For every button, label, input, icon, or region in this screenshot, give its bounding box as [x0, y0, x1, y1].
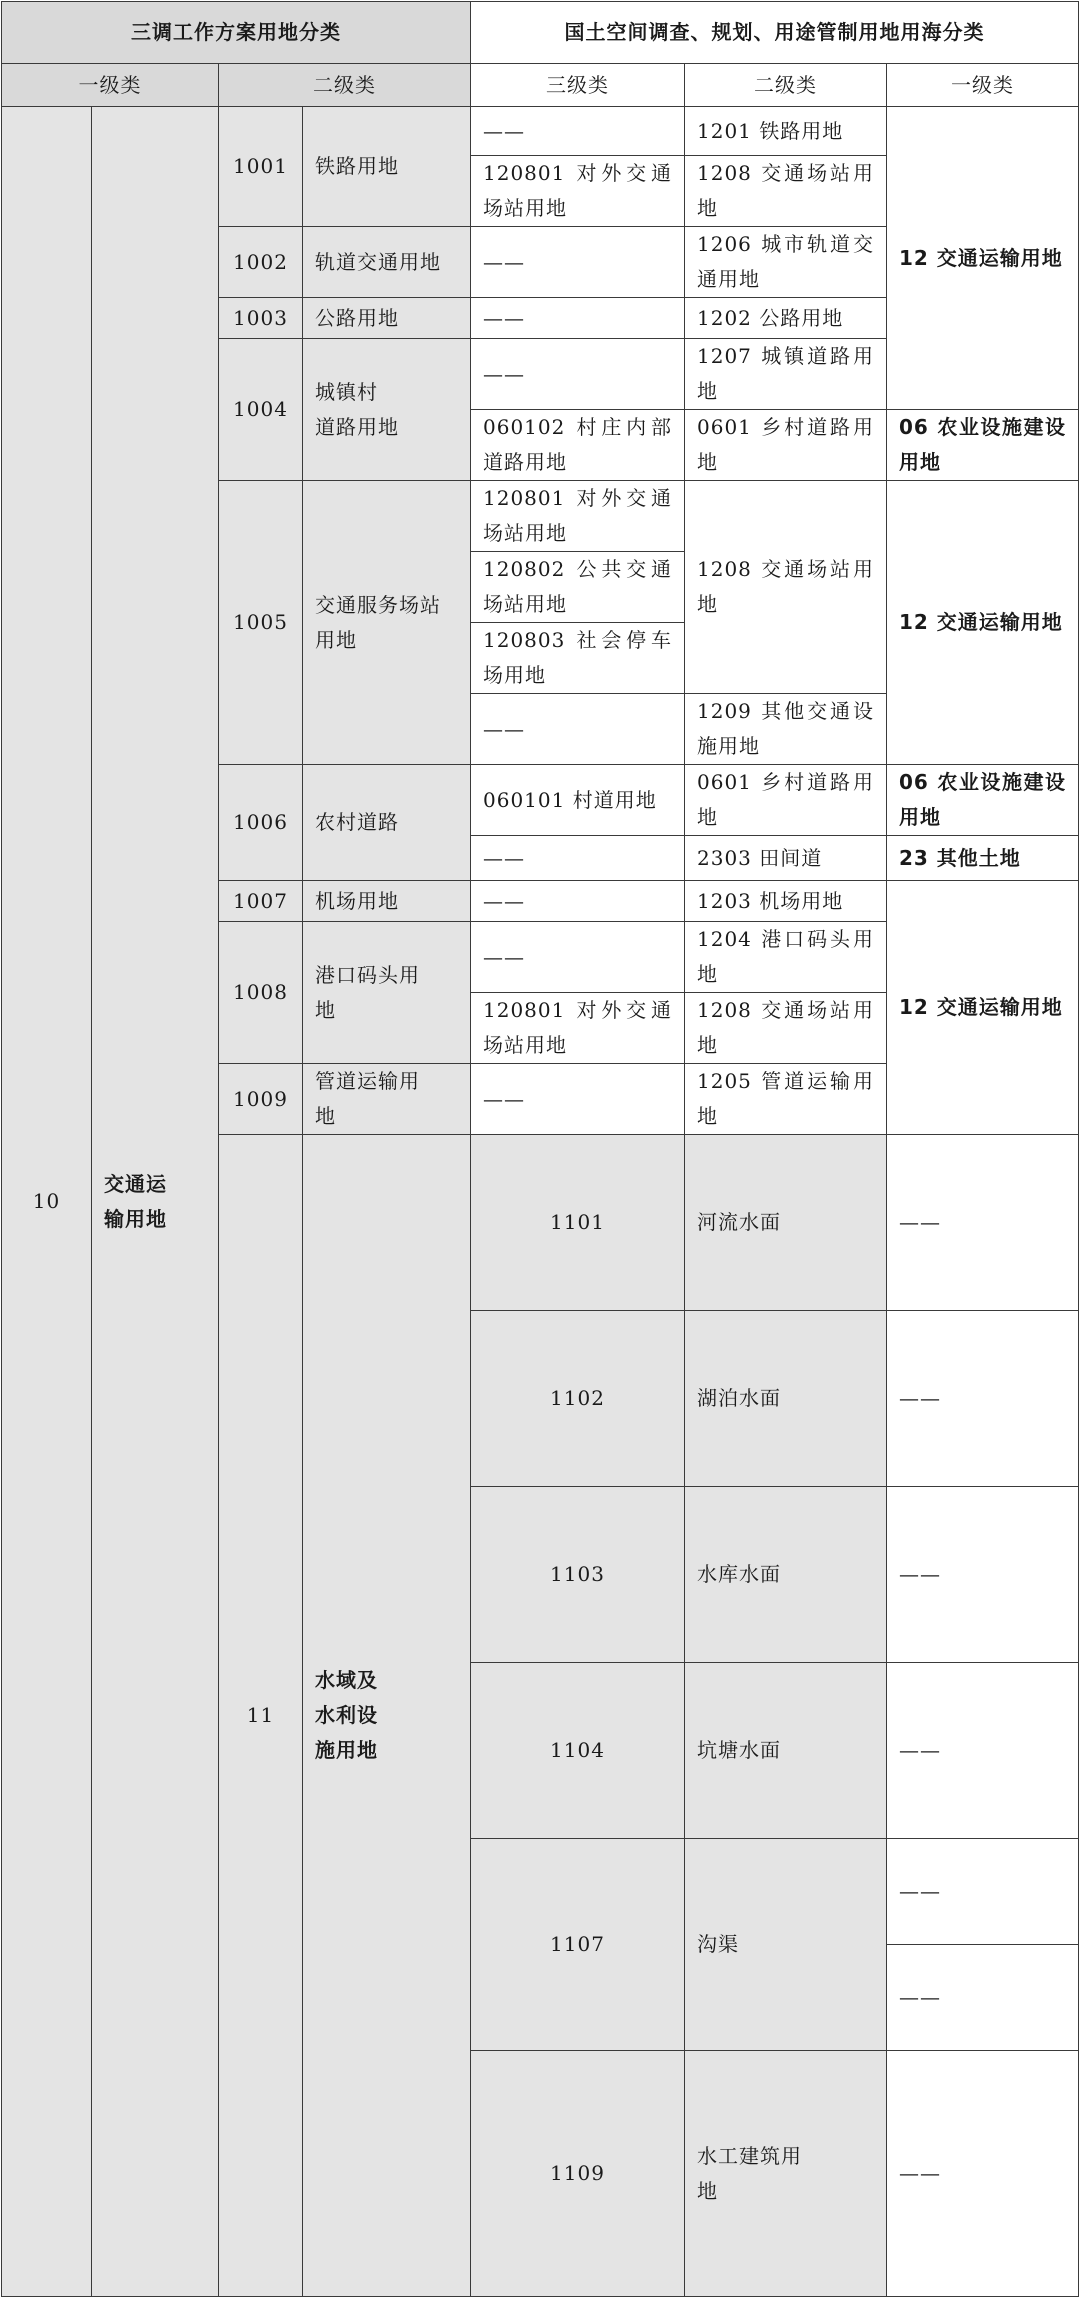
level3-cell: 120801 对外交通场站用地	[471, 156, 685, 227]
level2-cell: 2303 田间道	[685, 836, 887, 881]
level3-cell: ——	[887, 1487, 1079, 1663]
level2-cell: 0601 乡村道路用地	[685, 765, 887, 836]
item-name: 农村道路	[303, 765, 471, 881]
item-code: 1008	[219, 922, 303, 1064]
item-code: 1104	[471, 1663, 685, 1839]
item-code: 1103	[471, 1487, 685, 1663]
item-name: 坑塘水面	[685, 1663, 887, 1839]
item-code: 1003	[219, 298, 303, 339]
level3-cell: ——	[471, 922, 685, 993]
level2-cell: 0601 乡村道路用地	[685, 410, 887, 481]
item-name: 铁路用地	[303, 107, 471, 227]
level3-cell: 120803 社会停车场用地	[471, 623, 685, 694]
item-name: 轨道交通用地	[303, 227, 471, 298]
level3-cell: ——	[471, 107, 685, 156]
item-code: 1004	[219, 339, 303, 481]
item-code: 1001	[219, 107, 303, 227]
group-code: 10	[2, 107, 92, 2297]
level3-cell: 120802 公共交通场站用地	[471, 552, 685, 623]
level1-cell: 12 交通运输用地	[887, 107, 1079, 410]
level3-cell: ——	[887, 1663, 1079, 1839]
level3-cell: ——	[471, 881, 685, 922]
item-name: 管道运输用 地	[303, 1064, 471, 1135]
subheader-col3: 三级类	[471, 64, 685, 107]
level2-cell: 1208 交通场站用地	[685, 481, 887, 694]
level3-cell: 120801 对外交通场站用地	[471, 993, 685, 1064]
item-name: 公路用地	[303, 298, 471, 339]
level3-cell: ——	[471, 1064, 685, 1135]
level1-cell: 06 农业设施建设用地	[887, 410, 1079, 481]
level3-cell: ——	[471, 298, 685, 339]
land-classification-table	[1, 1, 1079, 2297]
level2-cell: 1203 机场用地	[685, 881, 887, 922]
item-name: 沟渠	[685, 1839, 887, 2051]
level1-cell: 06 农业设施建设用地	[887, 765, 1079, 836]
group-name: 交通运 输用地	[92, 107, 219, 2297]
level1-cell: 12 交通运输用地	[887, 481, 1079, 765]
item-name: 水库水面	[685, 1487, 887, 1663]
item-code: 1002	[219, 227, 303, 298]
level3-cell: ——	[471, 836, 685, 881]
item-code: 1102	[471, 1311, 685, 1487]
header-left: 三调工作方案用地分类	[2, 2, 471, 64]
level3-cell: 060101 村道用地	[471, 765, 685, 836]
level3-cell: ——	[887, 2051, 1079, 2297]
subheader-col2: 二级类	[219, 64, 471, 107]
header-right: 国土空间调查、规划、用途管制用地用海分类	[471, 2, 1079, 64]
level3-cell: 120801 对外交通场站用地	[471, 481, 685, 552]
item-name: 机场用地	[303, 881, 471, 922]
subheader-col4: 二级类	[685, 64, 887, 107]
level1-cell: 12 交通运输用地	[887, 881, 1079, 1135]
level3-cell: ——	[887, 1311, 1079, 1487]
level2-cell: 1208 交通场站用地	[685, 993, 887, 1064]
level3-cell: ——	[471, 339, 685, 410]
level3-cell: ——	[887, 1945, 1079, 2051]
item-name: 港口码头用 地	[303, 922, 471, 1064]
level3-cell: ——	[471, 227, 685, 298]
level3-cell: ——	[887, 1135, 1079, 1311]
level2-cell: 1207 城镇道路用地	[685, 339, 887, 410]
item-code: 1101	[471, 1135, 685, 1311]
subheader-col1: 一级类	[2, 64, 219, 107]
group-name: 水域及 水利设 施用地	[303, 1135, 471, 2297]
item-name: 河流水面	[685, 1135, 887, 1311]
subheader-col5: 一级类	[887, 64, 1079, 107]
item-name: 湖泊水面	[685, 1311, 887, 1487]
level2-cell: 1205 管道运输用地	[685, 1064, 887, 1135]
level2-cell: 1206 城市轨道交通用地	[685, 227, 887, 298]
item-code: 1007	[219, 881, 303, 922]
item-code: 1107	[471, 1839, 685, 2051]
item-code: 1006	[219, 765, 303, 881]
level2-cell: 1201 铁路用地	[685, 107, 887, 156]
item-name: 水工建筑用 地	[685, 2051, 887, 2297]
level2-cell: 1208 交通场站用地	[685, 156, 887, 227]
level2-cell: 1204 港口码头用地	[685, 922, 887, 993]
level2-cell: 1209 其他交通设施用地	[685, 694, 887, 765]
item-name: 城镇村 道路用地	[303, 339, 471, 481]
item-code: 1009	[219, 1064, 303, 1135]
level3-cell: 060102 村庄内部道路用地	[471, 410, 685, 481]
item-code: 1005	[219, 481, 303, 765]
level3-cell: ——	[471, 694, 685, 765]
item-code: 1109	[471, 2051, 685, 2297]
item-name: 交通服务场站 用地	[303, 481, 471, 765]
level2-cell: 1202 公路用地	[685, 298, 887, 339]
level3-cell: ——	[887, 1839, 1079, 1945]
group-code: 11	[219, 1135, 303, 2297]
level1-cell: 23 其他土地	[887, 836, 1079, 881]
